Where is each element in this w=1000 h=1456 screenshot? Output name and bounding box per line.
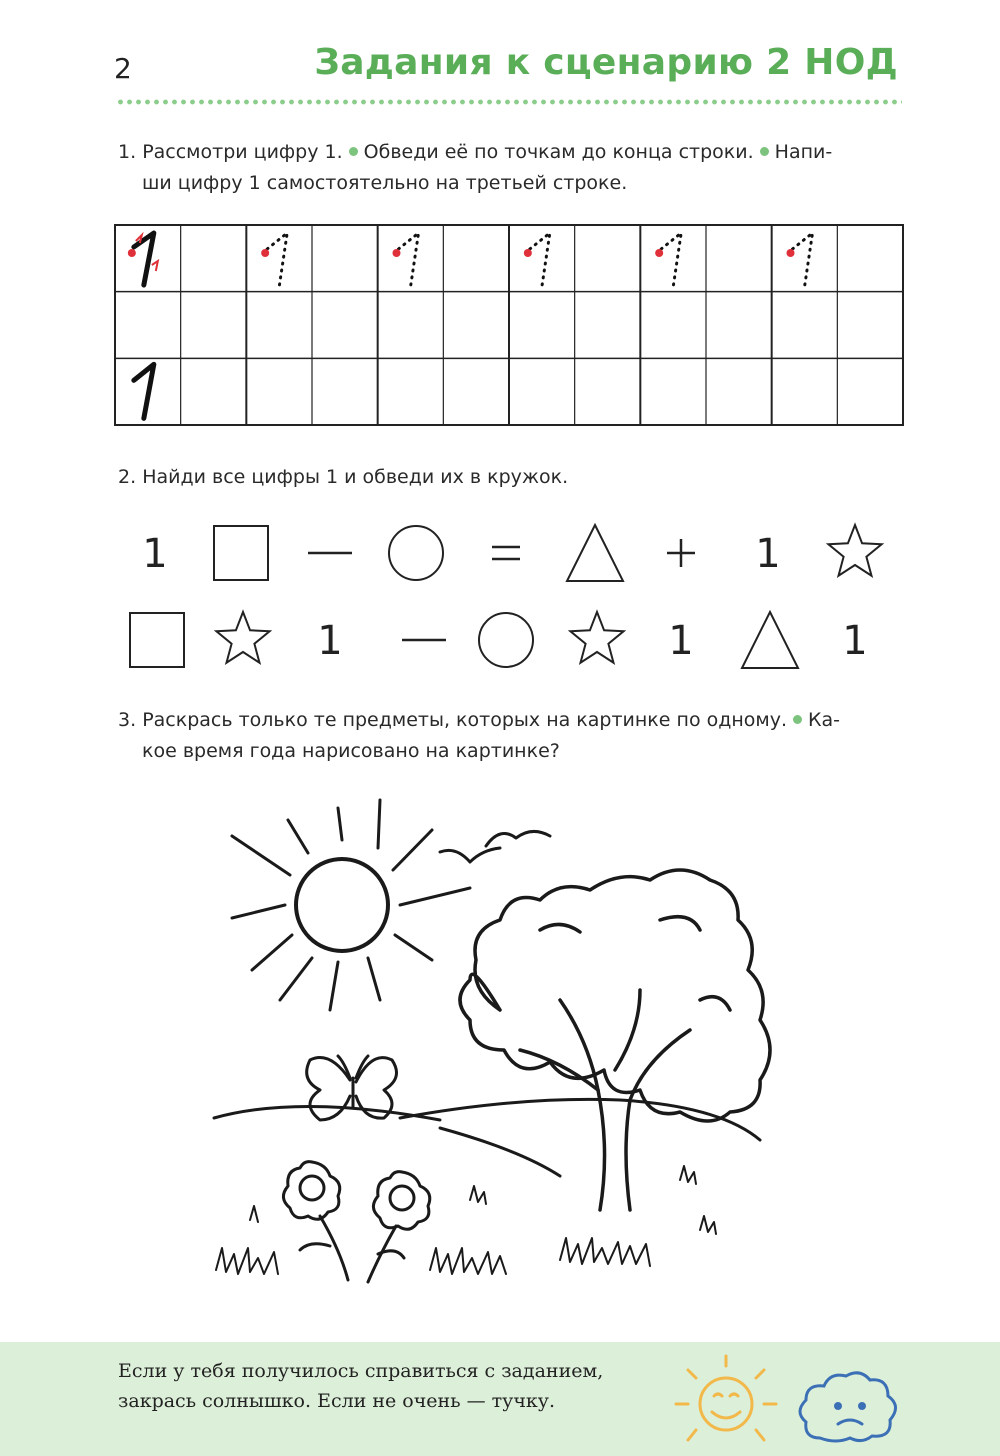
page-title: Задания к сценарию 2 НОД	[314, 42, 898, 83]
digit-one: 1	[317, 618, 343, 664]
task-3-text-1: Раскрась только те предметы, которых на картинке по одному.	[142, 709, 788, 731]
page-number: 2	[114, 52, 132, 85]
footer-line-2: закрась солнышко. Если не очень — тучку.	[118, 1390, 555, 1412]
task-3-line-2: кое время года нарисовано на картинке?	[142, 740, 560, 762]
task-1-number: 1.	[118, 141, 137, 163]
task-2-number: 2.	[118, 466, 137, 488]
task-1-text-a: Рассмотри цифру 1.	[142, 141, 343, 163]
sad-cloud-icon[interactable]	[800, 1373, 896, 1441]
task-1-line-2: ши цифру 1 самостоятельно на третьей строке.	[142, 172, 628, 194]
smiling-sun-icon[interactable]	[676, 1356, 776, 1440]
task-1-text-c1: Напи-	[774, 141, 833, 163]
task-1-text-b: Обведи её по точкам до конца строки.	[363, 141, 754, 163]
task-3-text-2a: Ка-	[808, 709, 841, 731]
task-2-text: Найди все цифры 1 и обведи их в кружок.	[142, 466, 569, 488]
task-3-number: 3.	[118, 709, 137, 731]
digit-one: 1	[842, 618, 868, 664]
digit-one: 1	[142, 531, 168, 577]
digit-one: 1	[668, 618, 694, 664]
digit-one: 1	[755, 531, 781, 577]
footer-line-1: Если у тебя получилось справиться с заданием,	[118, 1360, 604, 1382]
